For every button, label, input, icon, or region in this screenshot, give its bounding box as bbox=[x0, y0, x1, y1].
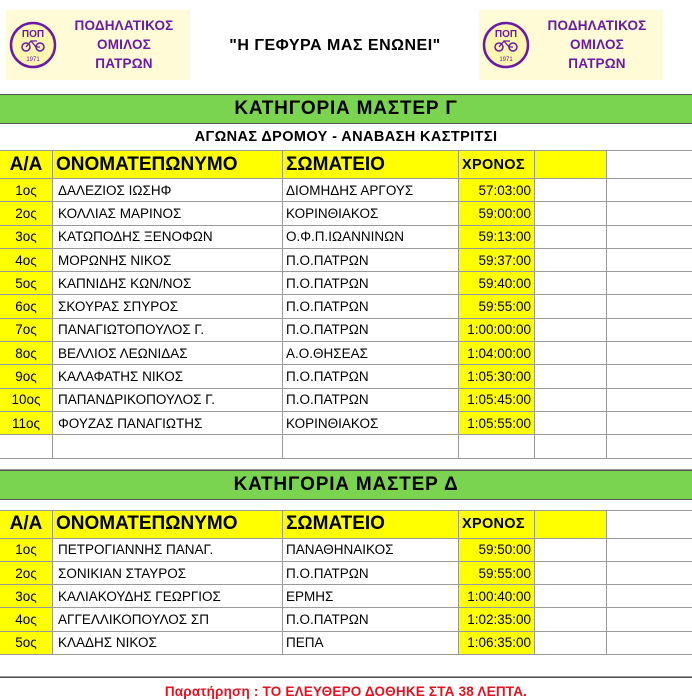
rank-cell: 5ος bbox=[0, 272, 53, 294]
table-row bbox=[0, 342, 692, 365]
rank-cell: 11ος bbox=[0, 412, 53, 434]
column-header-time: ΧΡΟΝΟΣ bbox=[459, 511, 535, 538]
table-row bbox=[0, 539, 692, 562]
results-master-g bbox=[0, 179, 692, 435]
club-name: ΠΟΔΗΛΑΤΙΚΟΣ ΟΜΙΛΟΣ ΠΑΤΡΩΝ bbox=[74, 18, 174, 71]
name-cell: ΠΑΝΑΓΙΩΤΟΠΟΥΛΟΣ Γ. bbox=[53, 319, 283, 341]
club-cell: ΚΟΡΙΝΘΙΑΚΟΣ bbox=[283, 202, 459, 224]
time-cell: 1:00:00:00 bbox=[459, 319, 535, 341]
empty-cell bbox=[535, 319, 607, 341]
results-sheet bbox=[0, 94, 692, 700]
empty-cell bbox=[535, 365, 607, 387]
table-row bbox=[0, 249, 692, 272]
empty-cell bbox=[607, 585, 692, 607]
category-title-master-g: ΚΑΤΗΓΟΡΙΑ ΜΑΣΤΕΡ Γ bbox=[0, 94, 692, 124]
table-header bbox=[0, 511, 692, 539]
club-cell: Π.Ο.ΠΑΤΡΩΝ bbox=[283, 608, 459, 630]
spacer-row bbox=[0, 500, 692, 511]
club-emblem-icon bbox=[9, 14, 57, 76]
empty-cell bbox=[535, 412, 607, 434]
name-cell: ΚΑΤΩΠΟΔΗΣ ΞΕΝΟΦΩΝ bbox=[53, 226, 283, 248]
category-title-master-d: ΚΑΤΗΓΟΡΙΑ ΜΑΣΤΕΡ Δ bbox=[0, 470, 692, 500]
time-cell: 1:05:55:00 bbox=[459, 412, 535, 434]
spacer-row bbox=[0, 655, 692, 677]
club-cell: Π.Ο.ΠΑΤΡΩΝ bbox=[283, 319, 459, 341]
empty-cell bbox=[535, 511, 607, 538]
svg-text:1971: 1971 bbox=[499, 57, 513, 63]
club-cell: Π.Ο.ΠΑΤΡΩΝ bbox=[283, 389, 459, 411]
club-cell: ΚΟΡΙΝΘΙΑΚΟΣ bbox=[283, 412, 459, 434]
rank-cell: 2ος bbox=[0, 562, 53, 584]
empty-cell bbox=[607, 202, 692, 224]
name-cell: ΚΛΑΔΗΣ ΝΙΚΟΣ bbox=[53, 632, 283, 654]
empty-cell bbox=[607, 539, 692, 561]
club-cell: ΕΡΜΗΣ bbox=[283, 585, 459, 607]
name-cell: ΚΑΛΑΦΑΤΗΣ ΝΙΚΟΣ bbox=[53, 365, 283, 387]
empty-cell bbox=[607, 412, 692, 434]
column-header-name: ΟΝΟΜΑΤΕΠΩΝΥΜΟ bbox=[53, 511, 283, 538]
rank-cell: 1ος bbox=[0, 539, 53, 561]
empty-cell bbox=[607, 632, 692, 654]
empty-cell bbox=[535, 249, 607, 271]
club-logo-right bbox=[479, 10, 663, 80]
spacer-row bbox=[0, 459, 692, 470]
empty-cell bbox=[607, 562, 692, 584]
table-row bbox=[0, 179, 692, 202]
table-row bbox=[0, 608, 692, 631]
rank-cell: 5ος bbox=[0, 632, 53, 654]
column-header-rank: Α/Α bbox=[0, 151, 53, 178]
empty-cell bbox=[535, 342, 607, 364]
empty-cell bbox=[535, 632, 607, 654]
rank-cell: 4ος bbox=[0, 608, 53, 630]
name-cell: ΦΟΥΖΑΣ ΠΑΝΑΓΙΩΤΗΣ bbox=[53, 412, 283, 434]
table-row bbox=[0, 585, 692, 608]
svg-text:ΠΟΠ: ΠΟΠ bbox=[494, 29, 518, 40]
club-emblem-icon bbox=[482, 14, 530, 76]
name-cell: ΔΑΛΕΖΙΟΣ ΙΩΣΗΦ bbox=[53, 179, 283, 201]
time-cell: 59:40:00 bbox=[459, 272, 535, 294]
club-logo-left bbox=[6, 10, 190, 80]
rank-cell: 2ος bbox=[0, 202, 53, 224]
name-cell: ΜΟΡΩΝΗΣ ΝΙΚΟΣ bbox=[53, 249, 283, 271]
column-header-rank: Α/Α bbox=[0, 511, 53, 538]
table-row bbox=[0, 272, 692, 295]
empty-cell bbox=[607, 295, 692, 317]
empty-cell bbox=[535, 608, 607, 630]
time-cell: 59:13:00 bbox=[459, 226, 535, 248]
table-row bbox=[0, 412, 692, 435]
empty-cell bbox=[535, 585, 607, 607]
time-cell: 1:06:35:00 bbox=[459, 632, 535, 654]
name-cell: ΚΟΛΛΙΑΣ ΜΑΡΙΝΟΣ bbox=[53, 202, 283, 224]
rank-cell: 3ος bbox=[0, 585, 53, 607]
rank-cell: 3ος bbox=[0, 226, 53, 248]
club-name: ΠΟΔΗΛΑΤΙΚΟΣ ΟΜΙΛΟΣ ΠΑΤΡΩΝ bbox=[547, 18, 647, 71]
rank-cell: 6ος bbox=[0, 295, 53, 317]
empty-cell bbox=[607, 608, 692, 630]
empty-cell bbox=[535, 272, 607, 294]
column-header-time: ΧΡΟΝΟΣ bbox=[459, 151, 535, 178]
race-title: ΑΓΩΝΑΣ ΔΡΟΜΟΥ - ΑΝΑΒΑΣΗ ΚΑΣΤΡΙΤΣΙ bbox=[0, 124, 692, 151]
name-cell: ΣΚΟΥΡΑΣ ΣΠΥΡΟΣ bbox=[53, 295, 283, 317]
svg-text:1971: 1971 bbox=[26, 57, 40, 63]
time-cell: 59:55:00 bbox=[459, 562, 535, 584]
rank-cell: 9ος bbox=[0, 365, 53, 387]
empty-cell bbox=[607, 319, 692, 341]
club-cell: Α.Ο.ΘΗΣΕΑΣ bbox=[283, 342, 459, 364]
name-cell: ΚΑΠΝΙΔΗΣ ΚΩΝ/ΝΟΣ bbox=[53, 272, 283, 294]
club-cell: Π.Ο.ΠΑΤΡΩΝ bbox=[283, 249, 459, 271]
club-cell: Π.Ο.ΠΑΤΡΩΝ bbox=[283, 295, 459, 317]
time-cell: 1:00:40:00 bbox=[459, 585, 535, 607]
empty-cell bbox=[535, 151, 607, 178]
empty-cell bbox=[607, 365, 692, 387]
empty-cell bbox=[535, 226, 607, 248]
table-row bbox=[0, 319, 692, 342]
time-cell: 59:00:00 bbox=[459, 202, 535, 224]
time-cell: 1:05:45:00 bbox=[459, 389, 535, 411]
empty-cell bbox=[535, 202, 607, 224]
empty-cell bbox=[607, 151, 692, 178]
empty-cell bbox=[535, 562, 607, 584]
time-cell: 1:04:00:00 bbox=[459, 342, 535, 364]
header bbox=[0, 0, 692, 94]
rank-cell: 4ος bbox=[0, 249, 53, 271]
time-cell: 59:55:00 bbox=[459, 295, 535, 317]
empty-cell bbox=[607, 389, 692, 411]
empty-cell bbox=[607, 249, 692, 271]
rank-cell: 1ος bbox=[0, 179, 53, 201]
column-header-club: ΣΩΜΑΤΕΙΟ bbox=[283, 151, 459, 178]
name-cell: ΠΑΠΑΝΔΡΙΚΟΠΟΥΛΟΣ Γ. bbox=[53, 389, 283, 411]
svg-text:ΠΟΠ: ΠΟΠ bbox=[21, 29, 45, 40]
club-cell: Ο.Φ.Π.ΙΩΑΝΝΙΝΩΝ bbox=[283, 226, 459, 248]
table-row bbox=[0, 295, 692, 318]
empty-cell bbox=[535, 539, 607, 561]
empty-cell bbox=[535, 179, 607, 201]
empty-cell bbox=[607, 511, 692, 538]
name-cell: ΚΑΛΙΑΚΟΥΔΗΣ ΓΕΩΡΓΙΟΣ bbox=[53, 585, 283, 607]
results-master-d bbox=[0, 539, 692, 655]
column-header-club: ΣΩΜΑΤΕΙΟ bbox=[283, 511, 459, 538]
name-cell: ΠΕΤΡΟΓΙΑΝΝΗΣ ΠΑΝΑΓ. bbox=[53, 539, 283, 561]
table-row bbox=[0, 365, 692, 388]
time-cell: 59:37:00 bbox=[459, 249, 535, 271]
club-cell: Π.Ο.ΠΑΤΡΩΝ bbox=[283, 272, 459, 294]
time-cell: 1:05:30:00 bbox=[459, 365, 535, 387]
rank-cell: 8ος bbox=[0, 342, 53, 364]
time-cell: 57:03:00 bbox=[459, 179, 535, 201]
empty-cell bbox=[607, 342, 692, 364]
name-cell: ΣΟΝΙΚΙΑΝ ΣΤΑΥΡΟΣ bbox=[53, 562, 283, 584]
empty-cell bbox=[607, 226, 692, 248]
empty-row bbox=[0, 435, 692, 458]
rank-cell: 10ος bbox=[0, 389, 53, 411]
name-cell: ΒΕΛΛΙΟΣ ΛΕΩΝΙΔΑΣ bbox=[53, 342, 283, 364]
motto: "Η ΓΕΦΥΡΑ ΜΑΣ ΕΝΩΝΕΙ" bbox=[229, 37, 441, 54]
club-cell: Π.Ο.ΠΑΤΡΩΝ bbox=[283, 365, 459, 387]
club-cell: ΔΙΟΜΗΔΗΣ ΑΡΓΟΥΣ bbox=[283, 179, 459, 201]
table-row bbox=[0, 562, 692, 585]
note-text: Παρατήρηση : ΤΟ ΕΛΕΥΘΕΡΟ ΔΟΘΗΚΕ ΣΤΑ 38 ΛΕΠΤΑ. bbox=[0, 677, 692, 700]
table-row bbox=[0, 226, 692, 249]
time-cell: 1:02:35:00 bbox=[459, 608, 535, 630]
empty-cell bbox=[535, 389, 607, 411]
time-cell: 59:50:00 bbox=[459, 539, 535, 561]
empty-cell bbox=[607, 272, 692, 294]
club-cell: ΠΕΠΑ bbox=[283, 632, 459, 654]
table-row bbox=[0, 632, 692, 655]
table-row bbox=[0, 202, 692, 225]
club-cell: ΠΑΝΑΘΗΝΑΙΚΟΣ bbox=[283, 539, 459, 561]
club-cell: Π.Ο.ΠΑΤΡΩΝ bbox=[283, 562, 459, 584]
empty-cell bbox=[607, 179, 692, 201]
column-header-name: ΟΝΟΜΑΤΕΠΩΝΥΜΟ bbox=[53, 151, 283, 178]
empty-cell bbox=[535, 295, 607, 317]
table-header bbox=[0, 151, 692, 179]
rank-cell: 7ος bbox=[0, 319, 53, 341]
name-cell: ΑΓΓΕΛΛΙΚΟΠΟΥΛΟΣ ΣΠ bbox=[53, 608, 283, 630]
table-row bbox=[0, 389, 692, 412]
